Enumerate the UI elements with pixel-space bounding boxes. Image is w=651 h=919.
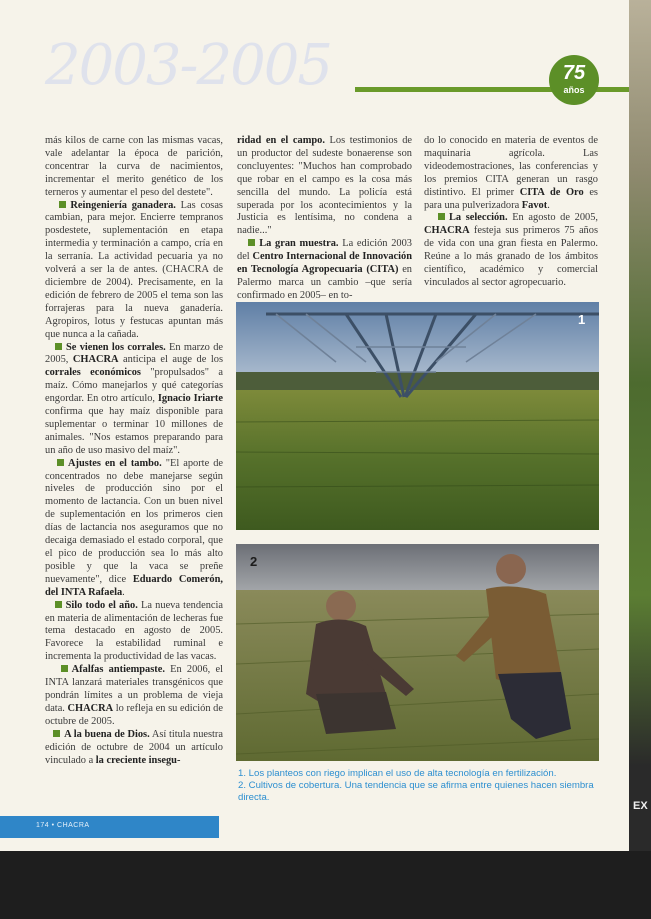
bullet-square-icon: [61, 665, 68, 672]
bullet-square-icon: [55, 343, 62, 350]
paragraph: A la buena de Dios. Así titula nuestra edición de octubre de 2004 un artículo vinculado a la creciente insegu-: [45, 728, 224, 766]
bullet-square-icon: [438, 213, 445, 220]
paragraph: Ajustes en el tambo. "El aporte de concentrados no debe manejarse según niveles de producción sino por el momento de lactancia. Con un buen nivel de suplementación en los primeros cien días de lactancia nos aseguramos que no decaiga demasiado el estado corporal, que el pico de producción sea lo más alto posible y que la vaca se preñe nuevamente", dice Eduardo Comerón, del INTA Rafaela.: [45, 457, 224, 598]
adjacent-page-edge: [629, 0, 651, 851]
badge-text: años: [563, 85, 585, 95]
paragraph: más kilos de carne con las mismas vacas, vale adelantar la época de parición, concentrar la curva de nacimientos, incrementar el merito genético de los terneros y aumentar el peso del destete".: [45, 135, 223, 198]
paragraph: do lo conocido en materia de eventos de maquinaria agrícola. Las videodemostraciones, las conferencias y los premios CITA generan un rasgo distintivo. El primer CITA de Oro es para una pulverizadora Favot.: [424, 135, 598, 211]
paragraph: Se vienen los corrales. En marzo de 2005, CHACRA anticipa el auge de los corrales económicos "propulsados" a maíz. Cómo manejarlos y qué categorías engordar. En otro artículo, Ignacio Iriarte confirma que hay maíz disponible para suplementar o terminar 10 millones de animales. "Nos estamos preparando para un año de uso masivo del maíz".: [45, 341, 224, 456]
text-column-3: [424, 135, 598, 290]
photo-caption: [238, 768, 598, 804]
scan-background: [0, 851, 651, 919]
text-column-1: [45, 135, 223, 767]
paragraph: ridad en el campo. Los testimonios de un productor del sudeste bonaerense son concluyentes: "Muchos han comprobado que robar en el campo es la cosa más sencilla del mundo. La policía está superada por los acontecimientos y la Justicia es lentísima, no condena a nadie...": [237, 135, 412, 237]
anniversary-badge: [549, 55, 599, 105]
footer-bar: [0, 816, 219, 838]
paragraph: La gran muestra. La edición 2003 del Centro Internacional de Innovación en Tecnología Agropecuaria (CITA) en Palermo marca un cambio –que sería confirmado en 2005– en to-: [237, 238, 413, 301]
bullet-square-icon: [53, 730, 60, 737]
paragraph: Silo todo el año. La nueva tendencia en materia de alimentación de lecheras fue tema destacado en agosto de 2005. Favorece la estabilidad ruminal e incrementa la productividad de las vacas.: [45, 599, 223, 663]
photo-number-2: 2: [250, 554, 258, 569]
photo-number-1: 1: [578, 312, 586, 327]
page-number: 174 • CHACRA: [36, 822, 90, 829]
caption-line-2: 2. Cultivos de cobertura. Una tendencia que se afirma entre quienes hacen siembra directa.: [238, 780, 594, 803]
adjacent-page-text: EX: [633, 800, 648, 812]
photo-irrigation-pivot: [236, 302, 599, 530]
bullet-square-icon: [55, 601, 62, 608]
paragraph: La selección. En agosto de 2005, CHACRA festeja sus primeros 75 años de vida con una gran fiesta en Palermo. Reúne a lo más granado de los ámbitos científico, académico y comercial vinculados al sector agropecuario.: [424, 212, 599, 288]
bullet-square-icon: [59, 201, 66, 208]
paragraph: Afalfas antiempaste. En 2006, el INTA lanzará materiales transgénicos que pondrán límites a un problema de vieja data. CHACRA lo refleja en su edición de octubre de 2005.: [45, 664, 224, 727]
year-range-title: 2003-2005: [45, 33, 331, 98]
caption-line-1: 1. Los planteos con riego implican el uso de alta tecnología en fertilización.: [238, 768, 557, 779]
photo-cover-crops: [236, 544, 599, 761]
bullet-square-icon: [57, 459, 64, 466]
text-column-2: [237, 135, 412, 303]
badge-number: 75: [562, 62, 586, 84]
bullet-square-icon: [248, 239, 255, 246]
paragraph: Reingeniería ganadera. Las cosas cambian, para mejor. Encierre tempranos posdestete, suplementación en etapa intermedia y terminación a campo, cría en la serranía. La actividad pecuaria ya no volverá a ser la de antes. (CHACRA de diciembre de 2004). Precisamente, en la edición de febrero de 2005 el tema son las forrajeras para la nueva ganadería. Agropiros, lotus y festucas apuntan más que nunca a la cañada.: [45, 199, 223, 340]
